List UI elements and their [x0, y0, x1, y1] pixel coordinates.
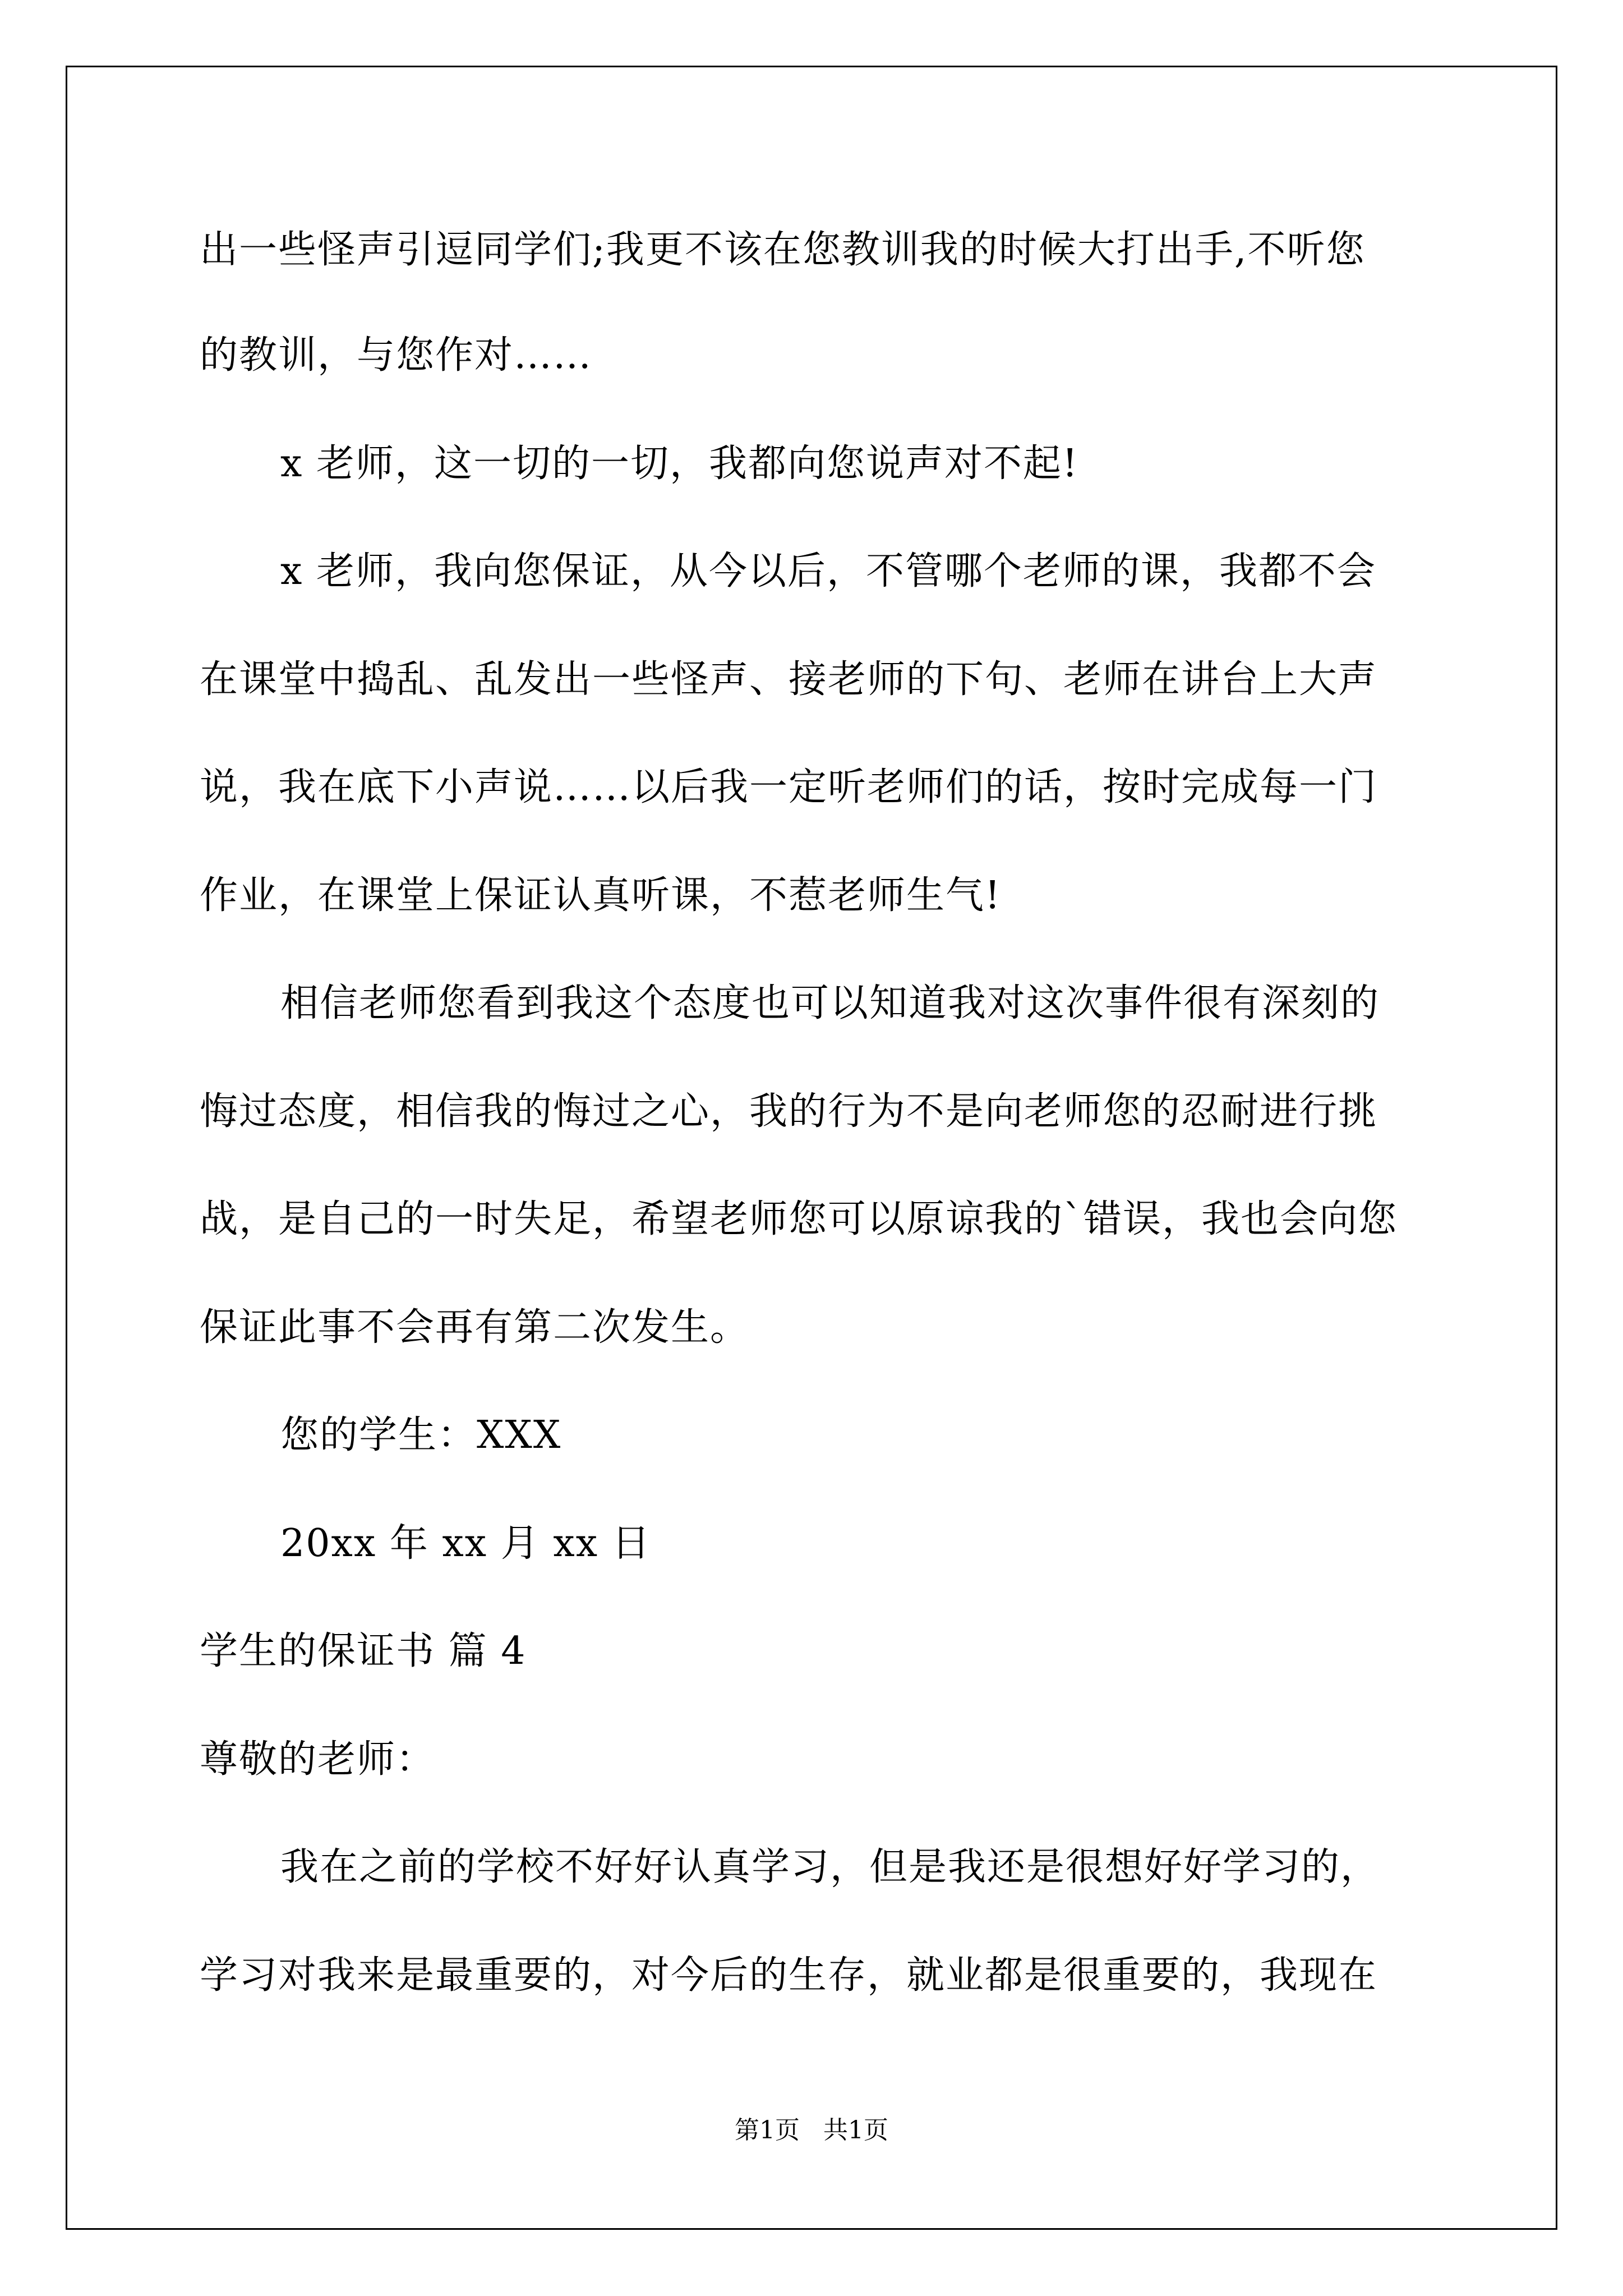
body-line: 出一些怪声引逗同学们;我更不该在您教训我的时候大打出手,不听您: [200, 228, 1366, 272]
page-footer: 第1页 共1页: [735, 2116, 888, 2145]
body-line: 的教训，与您作对……: [200, 333, 593, 378]
body-line: 学习对我来是最重要的，对今后的生存，就业都是很重要的，我现在: [200, 1953, 1378, 1998]
body-line: 保证此事不会再有第二次发生。: [200, 1305, 750, 1350]
body-line: 战，是自己的一时失足，希望老师您可以原谅我的`错误，我也会向您: [200, 1197, 1398, 1241]
page-border: [66, 66, 1557, 2230]
date-line: 20xx 年 xx 月 xx 日: [280, 1521, 651, 1566]
body-line: 在课堂中捣乱、乱发出一些怪声、接老师的下句、老师在讲台上大声: [200, 657, 1378, 702]
body-line: 悔过态度，相信我的悔过之心，我的行为不是向老师您的忍耐进行挑: [200, 1089, 1378, 1134]
body-line: x 老师，这一切的一切，我都向您说声对不起!: [280, 441, 1079, 486]
body-line: 作业，在课堂上保证认真听课，不惹老师生气!: [200, 873, 1002, 918]
body-line: 说，我在底下小声说……以后我一定听老师们的话，按时完成每一门: [200, 765, 1378, 809]
signature-line: 您的学生：XXX: [280, 1413, 562, 1457]
body-line: 我在之前的学校不好好认真学习，但是我还是很想好好学习的，: [280, 1845, 1380, 1889]
body-line: 相信老师您看到我这个态度也可以知道我对这次事件很有深刻的: [280, 981, 1380, 1025]
salutation: 尊敬的老师：: [200, 1737, 436, 1782]
body-line: x 老师，我向您保证，从今以后，不管哪个老师的课，我都不会: [280, 549, 1376, 593]
section-heading: 学生的保证书 篇 4: [200, 1629, 527, 1673]
